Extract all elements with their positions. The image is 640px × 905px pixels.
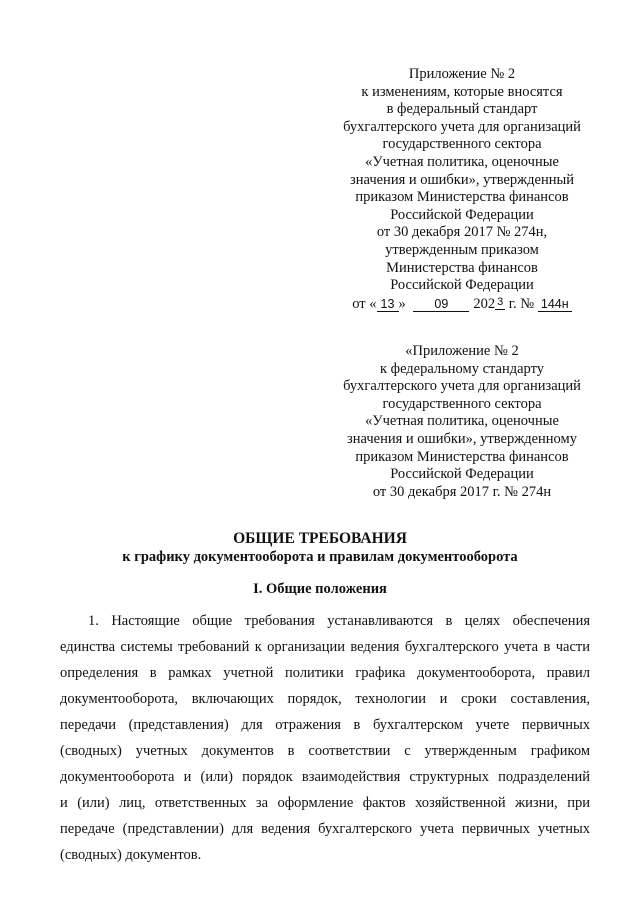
date-prefix: от « <box>352 295 377 312</box>
paragraph-line: (сводных) документов. <box>60 847 202 863</box>
year-after: г. № <box>505 295 535 312</box>
paragraph-line: передаче (представлении) для ведения бухгалтерского учета первичных учетных <box>60 821 590 837</box>
paragraph-1 <box>60 608 590 868</box>
annex-amendment-line: Российской Федерации <box>390 277 534 294</box>
annex-amendment-line: бухгалтерского учета для организаций <box>343 118 581 135</box>
document-subtitle: к графику документооборота и правилам документооборота <box>122 549 518 565</box>
paragraph-line: (сводных) учетных документов в соответствии с утвержденным графиком <box>60 743 590 759</box>
handwritten-day: 13 <box>377 297 399 312</box>
annex-amendment-line: Министерства финансов <box>386 259 538 276</box>
annex-amendment-line: государственного сектора <box>382 136 542 153</box>
annex-amendment-line: «Учетная политика, оценочные <box>365 153 559 170</box>
handwritten-month: 09 <box>413 297 469 312</box>
year-prefix: 202 <box>473 295 496 312</box>
annex-amendment-line: к изменениям, которые вносятся <box>361 83 563 100</box>
annex-amendment-line: Приложение № 2 <box>408 66 516 82</box>
annex-amendment-line: значения и ошибки», утвержденный <box>349 171 574 188</box>
annex-amendment-line: приказом Министерства финансов <box>355 189 569 206</box>
annex-standard-line: государственного сектора <box>382 395 542 412</box>
annex-amendment-line: в федеральный стандарт <box>386 101 538 118</box>
annex-standard-line: Российской Федерации <box>390 466 534 483</box>
quote-close: » <box>398 295 406 312</box>
handwritten-year-digit: 3 <box>497 295 504 308</box>
paragraph-line: и (или) лиц, ответственных за оформление фактов хозяйственной жизни, при <box>60 795 590 811</box>
annex-standard-line: значения и ошибки», утвержденному <box>347 430 577 447</box>
paragraph-line: единства системы требований к организации ведения бухгалтерского учета в части <box>60 639 590 655</box>
paragraph-line: документооборота, включающих порядок, технологии и сроки составления, <box>60 691 590 707</box>
annex-standard-line: «Приложение № 2 <box>405 343 519 359</box>
document-title: ОБЩИЕ ТРЕБОВАНИЯ <box>233 530 407 547</box>
annex-amendment-line: Российской Федерации <box>390 206 534 223</box>
annex-standard-line: «Учетная политика, оценочные <box>365 413 559 430</box>
annex-standard-line: к федеральному стандарту <box>380 360 544 377</box>
annex-standard-block <box>312 343 612 501</box>
annex-amendment-block <box>312 66 612 313</box>
annex-standard-line: бухгалтерского учета для организаций <box>343 378 581 395</box>
paragraph-line: передачи (представления) для отражения в бухгалтерском учете первичных <box>60 717 590 733</box>
annex-amendment-line: от 30 декабря 2017 № 274н, <box>376 224 548 241</box>
annex-amendment-line: утвержденным приказом <box>385 241 539 258</box>
paragraph-line: документооборота и (или) порядок взаимодействия структурных подразделений <box>60 769 590 785</box>
paragraph-line: определения в рамках учетной политики графика документооборота, правил <box>60 665 590 681</box>
handwritten-order-number: 144н <box>538 297 572 312</box>
order-date-line <box>312 295 612 314</box>
paragraph-line: 1. Настоящие общие требования устанавливаются в целях обеспечения <box>88 613 590 629</box>
annex-standard-line: от 30 декабря 2017 г. № 274н <box>372 483 552 500</box>
section-heading: I. Общие положения <box>253 581 387 597</box>
annex-standard-line: приказом Министерства финансов <box>355 448 569 465</box>
